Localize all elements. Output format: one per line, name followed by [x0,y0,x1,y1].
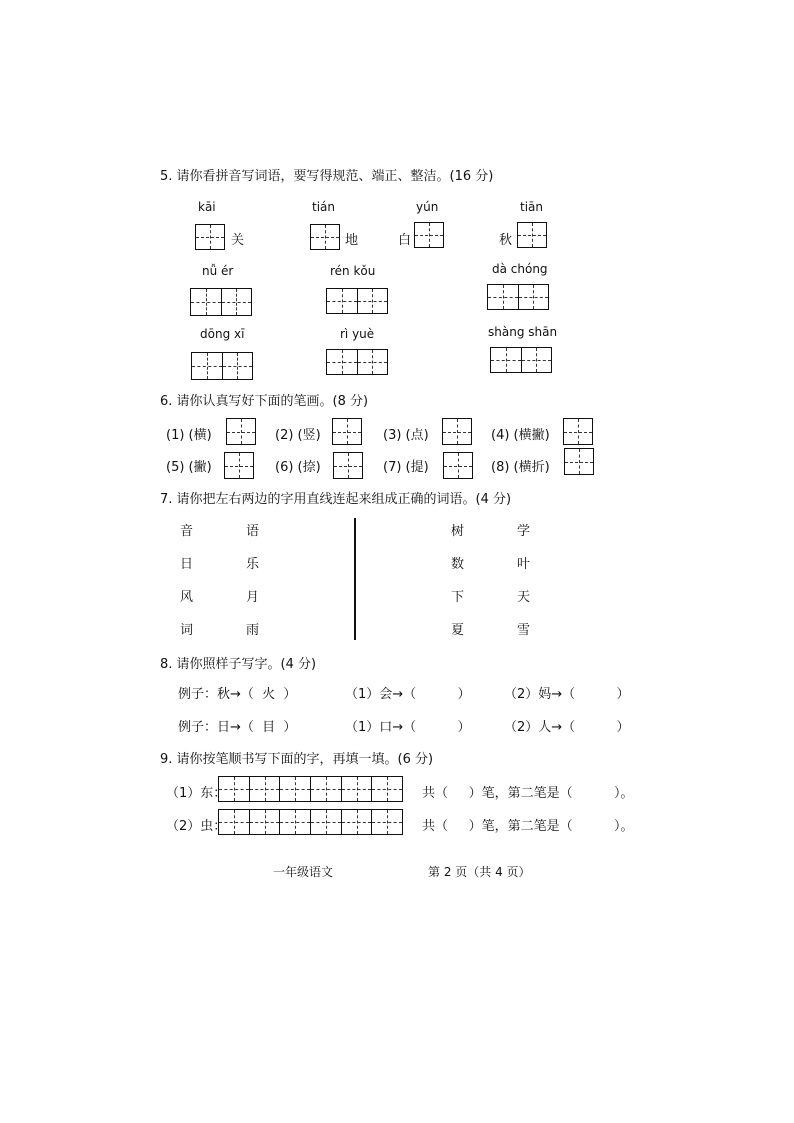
fill-blank[interactable]: 共（ ）笔，第二笔是（ ）。 [422,786,634,801]
match-char[interactable]: 月 [246,590,260,605]
writing-box[interactable] [226,418,256,445]
q5-pinyin: dōng xī [200,327,245,341]
example-text: 例子：日→（ 目 ） [178,720,297,735]
stroke-label: (5) (撇) [166,460,212,475]
stroke-label: (4) (横撇) [491,428,550,443]
match-char[interactable]: 日 [180,557,194,572]
q5-pinyin: rén kǒu [330,264,376,278]
divider-line [354,518,356,640]
example-text: 例子：秋→（ 火 ） [178,687,297,702]
match-char[interactable]: 雨 [246,623,260,638]
match-char[interactable]: 语 [246,524,260,539]
writing-box[interactable] [332,418,362,445]
match-char[interactable]: 风 [180,590,194,605]
stroke-order-grid[interactable] [218,809,403,835]
writing-grid[interactable] [326,288,388,314]
answer-blank[interactable]: （2）人→（ ） [504,720,630,735]
stroke-order-label: （1）东： [166,786,227,801]
answer-blank[interactable]: （1）会→（ ） [345,687,471,702]
q5-char: 秋 [499,233,513,248]
match-char[interactable]: 树 [451,524,465,539]
match-char[interactable]: 雪 [517,623,531,638]
stroke-label: (1) (横) [166,428,212,443]
match-char[interactable]: 数 [451,557,465,572]
writing-box[interactable] [517,222,547,248]
q5-pinyin: rì yuè [340,327,375,341]
q5-pinyin: kāi [198,200,216,214]
writing-grid[interactable] [326,349,388,375]
writing-box[interactable] [195,224,225,250]
q5-pinyin: dà chóng [492,262,548,276]
stroke-order-grid[interactable] [218,776,403,802]
match-char[interactable]: 音 [180,524,194,539]
writing-box[interactable] [442,418,472,445]
match-char[interactable]: 下 [451,590,465,605]
q5-pinyin: tián [312,200,335,214]
footer-page-number: 第 2 页（共 4 页） [428,865,531,879]
writing-box[interactable] [224,452,254,479]
q5-pinyin: yún [416,200,439,214]
writing-box[interactable] [310,224,340,250]
match-char[interactable]: 叶 [517,557,531,572]
stroke-label: (8) (横折) [491,460,550,475]
stroke-order-label: （2）虫： [166,819,227,834]
writing-box[interactable] [563,418,593,445]
stroke-label: (3) (点) [383,428,429,443]
writing-box[interactable] [443,452,473,479]
footer-subject: 一年级语文 [273,865,334,879]
writing-grid[interactable] [191,352,253,380]
writing-box[interactable] [333,452,363,479]
writing-grid[interactable] [490,347,552,373]
writing-box[interactable] [414,222,444,248]
stroke-label: (7) (提) [383,460,429,475]
match-char[interactable]: 夏 [451,623,465,638]
q9-title: 9. 请你按笔顺书写下面的字，再填一填。(6 分) [160,752,434,767]
q5-title: 5. 请你看拼音写词语，要写得规范、端正、整洁。(16 分) [160,169,494,184]
match-char[interactable]: 词 [180,623,194,638]
q5-char: 地 [345,233,359,248]
stroke-label: (6) (捺) [275,460,321,475]
match-char[interactable]: 学 [517,524,531,539]
answer-blank[interactable]: （1）口→（ ） [345,720,471,735]
writing-box[interactable] [564,448,594,475]
q7-title: 7. 请你把左右两边的字用直线连起来组成正确的词语。(4 分) [160,492,512,507]
fill-blank[interactable]: 共（ ）笔，第二笔是（ ）。 [422,819,634,834]
q5-pinyin: nǚ ér [202,264,234,278]
match-char[interactable]: 天 [517,590,531,605]
q5-char: 关 [231,233,245,248]
match-char[interactable]: 乐 [246,557,260,572]
q5-pinyin: tiān [520,200,543,214]
q6-title: 6. 请你认真写好下面的笔画。(8 分) [160,394,369,409]
stroke-label: (2) (竖) [275,428,321,443]
writing-grid[interactable] [487,284,549,310]
q5-char: 白 [398,233,412,248]
writing-grid[interactable] [190,288,252,316]
q8-title: 8. 请你照样子写字。(4 分) [160,657,317,672]
q5-pinyin: shàng shān [488,325,558,339]
answer-blank[interactable]: （2）妈→（ ） [504,687,630,702]
